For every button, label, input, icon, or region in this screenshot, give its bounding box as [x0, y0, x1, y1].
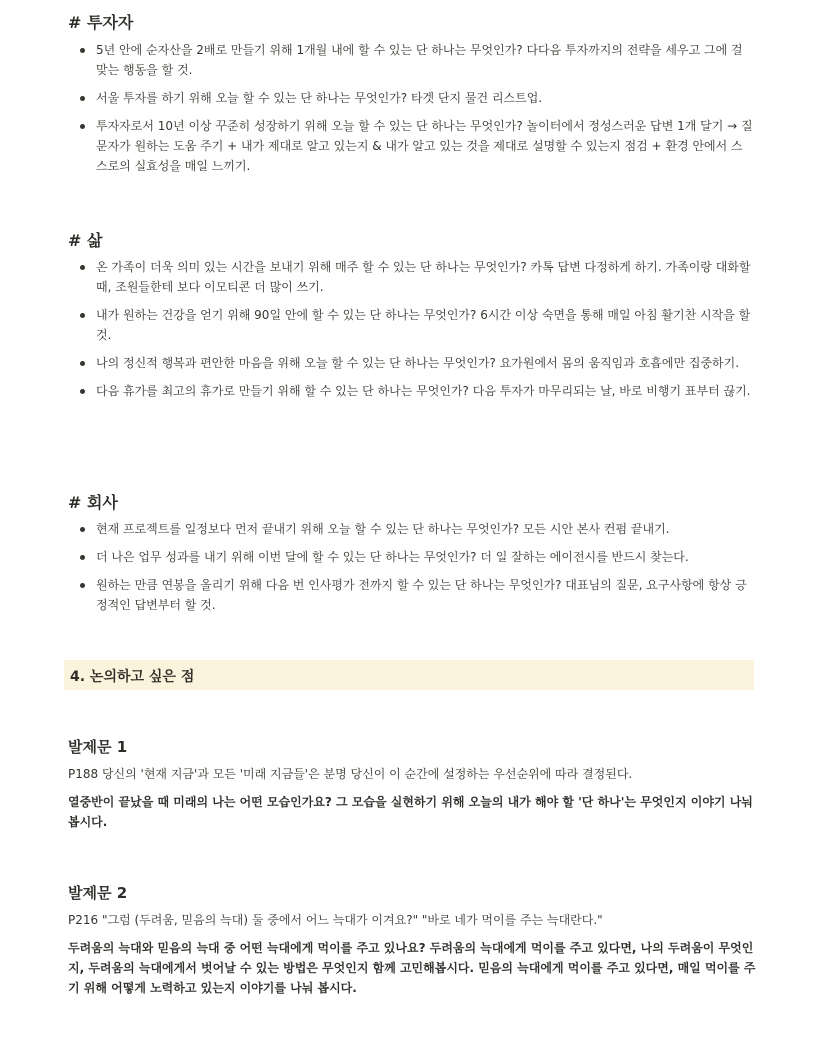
list-item: 다음 휴가를 최고의 휴가로 만들기 위해 할 수 있는 단 하나는 무엇인가? 다음 투자가 마무리되는 날, 바로 비행기 표부터 끊기.: [78, 381, 754, 401]
life-heading: # 삶: [68, 231, 103, 250]
list-item: 현재 프로젝트를 일정보다 먼저 끝내기 위해 오늘 할 수 있는 단 하나는 무엇인가? 모든 시안 본사 컨펌 끝내기.: [78, 519, 754, 539]
investor-list: [78, 40, 754, 184]
company-list: [78, 519, 754, 623]
list-item: 5년 안에 순자산을 2배로 만들기 위해 1개월 내에 할 수 있는 단 하나는 무엇인가? 다다음 투자까지의 전략을 세우고 그에 걸맞는 행동을 할 것.: [78, 40, 754, 80]
topic1-title: 발제문 1: [68, 738, 128, 756]
topic1-question: 열중반이 끝났을 때 미래의 나는 어떤 모습인가요? 그 모습을 실현하기 위해 오늘의 내가 해야 할 '단 하나'는 무엇인지 이야기 나눠 봅시다.: [68, 795, 753, 829]
company-heading: # 회사: [68, 493, 118, 512]
topic2-title: 발제문 2: [68, 884, 128, 902]
life-list: [78, 257, 754, 409]
list-item: 서울 투자를 하기 위해 오늘 할 수 있는 단 하나는 무엇인가? 타겟 단지 물건 리스트업.: [78, 88, 754, 108]
topic1-quote: P188 당신의 '현재 지금'과 모든 '미래 지금들'은 분명 당신이 이 순간에 설정하는 우선순위에 따라 결정된다.: [68, 767, 633, 781]
list-item: 투자자로서 10년 이상 꾸준히 성장하기 위해 오늘 할 수 있는 단 하나는 무엇인가? 놀이터에서 정성스러운 답변 1개 달기 → 질문자가 원하는 도움 주기 + 내가 제대로 알고 있는지 & 내가 알고 있는 것을 제대로 설명할 수 있는지 점검 + 환경 안에서 스스로의 실효성을 매일 느끼기.: [78, 116, 754, 176]
list-item: 온 가족이 더욱 의미 있는 시간을 보내기 위해 매주 할 수 있는 단 하나는 무엇인가? 카톡 답변 다정하게 하기. 가족이랑 대화할 때, 조원들한테 보다 이모티콘 더 많이 쓰기.: [78, 257, 754, 297]
callout-title: 4. 논의하고 싶은 점: [70, 669, 195, 685]
list-item: 더 나은 업무 성과를 내기 위해 이번 달에 할 수 있는 단 하나는 무엇인가? 더 일 잘하는 에이전시를 반드시 찾는다.: [78, 547, 754, 567]
topic2-quote: P216 "그럼 (두려움, 믿음의 늑대) 둘 중에서 어느 늑대가 이겨요?" "바로 네가 먹이를 주는 늑대란다.": [68, 913, 603, 927]
list-item: 나의 정신적 행복과 편안한 마음을 위해 오늘 할 수 있는 단 하나는 무엇인가? 요가원에서 몸의 움직임과 호흡에만 집중하기.: [78, 353, 754, 373]
topic2-question: 두려움의 늑대와 믿음의 늑대 중 어떤 늑대에게 먹이를 주고 있나요? 두려움의 늑대에게 먹이를 주고 있다면, 나의 두려움이 무엇인지, 두려움의 늑대에게서 벗어날 수 있는 방법은 무엇인지 함께 고민해봅시다. 믿음의 늑대에게 먹이를 주고 있다면, 매일 먹이를 주기 위해 어떻게 노력하고 있는지 이야기를 나눠 봅시다.: [68, 941, 756, 995]
investor-heading: # 투자자: [68, 13, 134, 32]
list-item: 원하는 만큼 연봉을 올리기 위해 다음 번 인사평가 전까지 할 수 있는 단 하나는 무엇인가? 대표님의 질문, 요구사항에 항상 긍정적인 답변부터 할 것.: [78, 575, 754, 615]
list-item: 내가 원하는 건강을 얻기 위해 90일 안에 할 수 있는 단 하나는 무엇인가? 6시간 이상 숙면을 통해 매일 아침 활기찬 시작을 할 것.: [78, 305, 754, 345]
discussion-callout: [64, 660, 754, 690]
